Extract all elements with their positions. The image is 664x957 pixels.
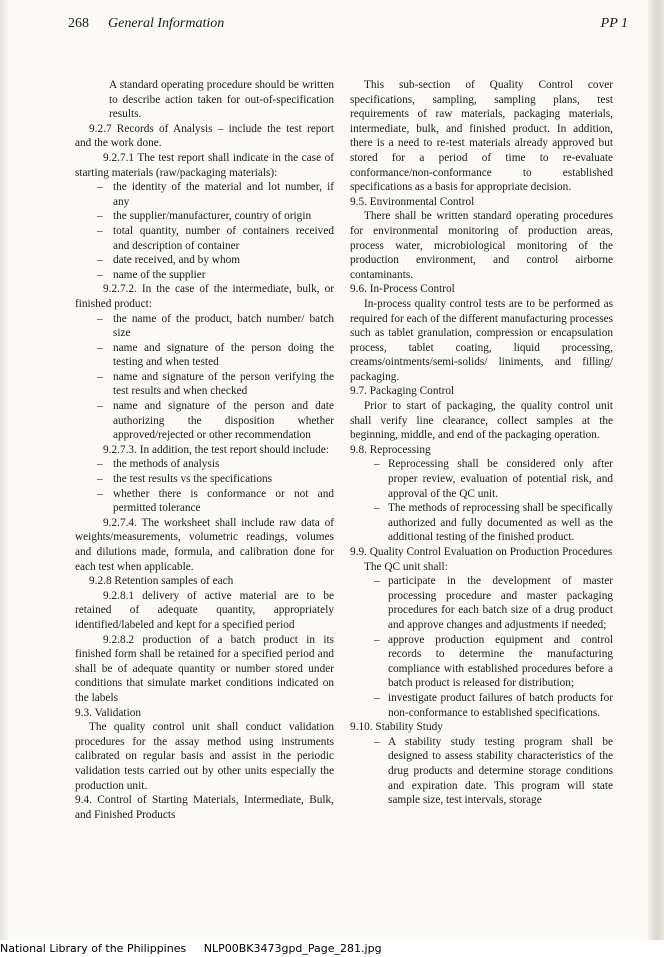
page-header [68,14,628,34]
paragraph: The QC unit shall: [364,560,448,573]
paragraph: – the identity of the material and lot number, if any [75,180,334,209]
paragraph: 9.8. Reprocessing [350,443,431,456]
right-column [350,78,613,808]
paragraph: – whether there is conformance or not and permitted tolerance [75,487,334,516]
paragraph: – the supplier/manufacturer, country of origin [75,209,334,224]
page-right-edge [648,0,664,957]
paragraph: This sub-section of Quality Control cover specifications, sampling, sampling plans, test requirements of raw materials, packaging materials, intermediate, bulk, and finished product. In addition, there is a need to re-test materials already approved but stored for a period of time to re-evaluate conformance/non-conformance to established specifications as a basis for appropriate decision. [350,79,613,194]
paragraph: 9.7. Packaging Control [350,385,455,398]
paragraph: A standard operating procedure should be written to describe action taken for out-of-specification results. [109,79,334,121]
paragraph: 9.2.8 Retention samples of each [89,575,234,588]
paragraph: 9.4. Control of Starting Materials, Intermediate, Bulk, and Finished Products [75,794,334,821]
paragraph: 9.10. Stability Study [350,721,443,734]
scan-footer [0,940,664,957]
left-column [75,78,334,822]
paragraph: – the test results vs the specifications [75,472,334,487]
paragraph: – total quantity, number of containers received and description of container [75,224,334,253]
paragraph: 9.3. Validation [75,706,141,719]
paragraph: – date received, and by whom [75,253,334,268]
page-number: 268 [68,16,89,31]
paragraph: 9.2.7.2. In the case of the intermediate, bulk, or finished product: [75,283,334,310]
paragraph: In-process quality control tests are to be performed as required for each of the different manufacturing processes such as tablet granulation, compression or encapsulation process, tablet coating, liquid processing, creams/ointments/semi-solids/ liniments, and filling/ packaging. [350,297,613,383]
paragraph: 9.2.8.1 delivery of active material are to be retained of adequate quantity, appropriately identified/labeled and kept for a specified period [75,589,334,631]
paragraph: – name and signature of the person doing the testing and when tested [75,341,334,370]
paragraph: – Reprocessing shall be considered only after proper review, evaluation of potential risk, and approval of the QC unit. [350,457,613,501]
paragraph: 9.9. Quality Control Evaluation on Production Procedures [350,546,613,558]
paragraph: – A stability study testing program shall be designed to assess stability characteristics of the drug products and determine storage conditions and expiration date. This program will state sample size, test intervals, storage [350,735,613,808]
paragraph: – participate in the development of master processing procedure and master packaging procedures for each batch size of a drug product and approve changes and adjustments if needed; [350,574,613,632]
running-title: General Information [108,16,225,31]
section-tag: PP 1 [600,16,628,31]
paragraph: 9.2.7 Records of Analysis – include the test report and the work done. [75,122,334,150]
paragraph: 9.2.7.4. The worksheet shall include raw data of weights/measurements, volumetric readings, volumes and dilutions made, formula, and calibration done for each test when applicable. [75,516,334,573]
paragraph: 9.2.7.3. In addition, the test report should include: [103,443,329,456]
paragraph: – The methods of reprocessing shall be specifically authorized and fully documented as well as the additional testing of the finished product. [350,501,613,545]
paragraph: – name and signature of the person and date authorizing the disposition whether approved/rejected or other recommendation [75,399,334,443]
paragraph: 9.5. Environmental Control [350,195,475,208]
paragraph: There shall be written standard operating procedures for environmental monitoring of production areas, process water, microbiological monitoring of the production environment, and control airborne contaminants. [350,210,613,281]
footer-library: National Library of the Philippines [0,942,187,955]
paragraph: – the methods of analysis [75,457,334,472]
paragraph: – name of the supplier [75,268,334,283]
page-left-edge [0,0,8,957]
paragraph: 9.6. In-Process Control [350,283,455,296]
footer-filename: NLP00BK3473gpd_Page_281.jpg [203,942,382,955]
paragraph: – name and signature of the person verifying the test results and when checked [75,370,334,399]
paragraph: – investigate product failures of batch products for non-conformance to established specifications. [350,691,613,720]
paragraph: – approve production equipment and control records to determine the manufacturing compliance with established procedures before a batch product is released for distribution; [350,633,613,691]
paragraph: Prior to start of packaging, the quality control unit shall verify line clearance, collect samples at the beginning, middle, and end of the packaging operation. [350,400,613,442]
paragraph: – the name of the product, batch number/ batch size [75,312,334,341]
paragraph: The quality control unit shall conduct validation procedures for the assay method using instruments calibrated on regular basis and assist in the periodic validation tests carried out by other units especially the production unit. [75,721,334,792]
paragraph: 9.2.8.2 production of a batch product in its finished form shall be retained for a specified period and shall be of adequate quantity or number stored under conditions that simulate market conditions indicated on the labels [75,633,334,704]
paragraph: 9.2.7.1 The test report shall indicate in the case of starting materials (raw/packaging materials): [75,151,334,179]
